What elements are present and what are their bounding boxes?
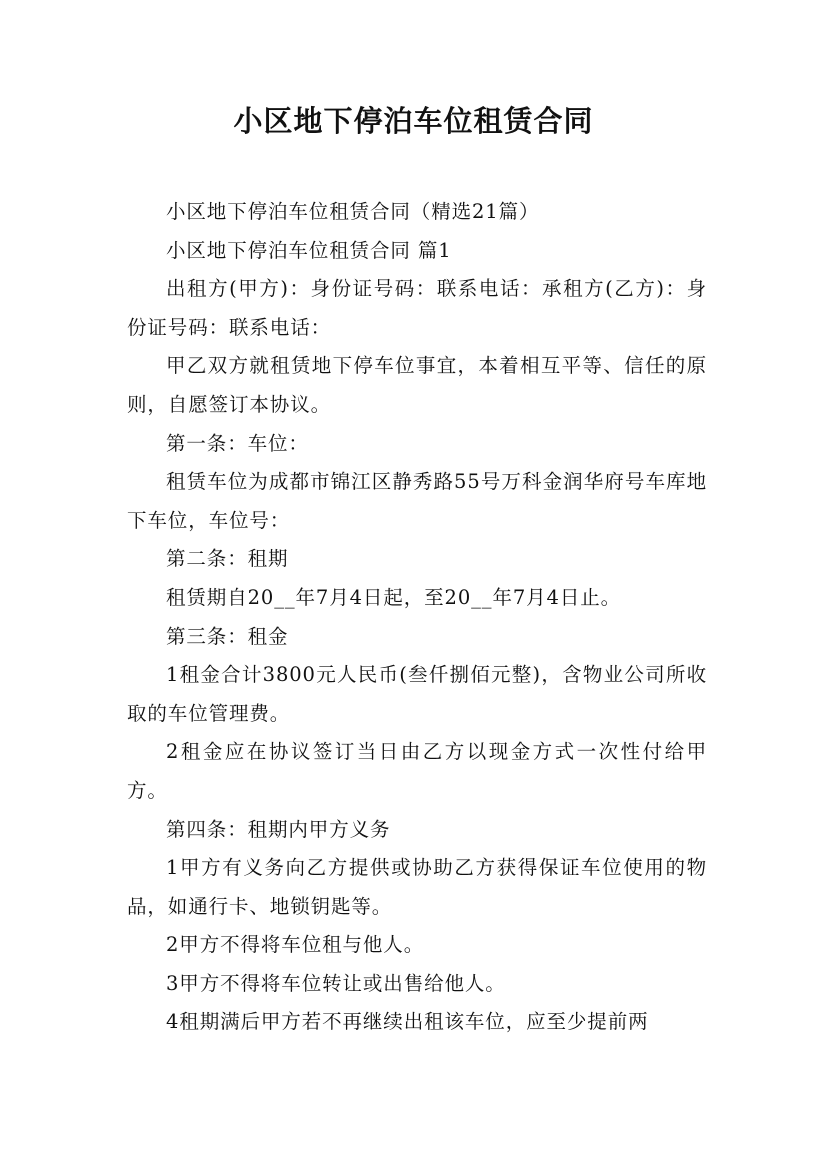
paragraph-article-2-body: 租赁期自20__年7月4日起，至20__年7月4日止。 <box>166 585 622 609</box>
paragraph-article-4-item-2: 2甲方不得将车位租与他人。 <box>166 933 425 957</box>
paragraph-article-3-item-2: 2租金应在协议签订当日由乙方以现金方式一次性付给甲方。 <box>127 740 707 802</box>
paragraph-article-4-item-3: 3甲方不得将车位转让或出售给他人。 <box>166 971 506 995</box>
paragraph-article-1-heading: 第一条：车位： <box>166 431 309 455</box>
paragraph-article-3-heading: 第三条：租金 <box>166 624 289 648</box>
document-body <box>127 193 707 1042</box>
paragraph-article-3-item-1: 1租金合计3800元人民币(叁仟捌佰元整)，含物业公司所收取的车位管理费。 <box>127 663 707 725</box>
paragraph-article-2-heading: 第二条：租期 <box>166 547 289 571</box>
paragraph-section-heading: 小区地下停泊车位租赁合同 篇1 <box>166 238 452 262</box>
paragraph-article-4-heading: 第四条：租期内甲方义务 <box>166 817 391 841</box>
paragraph-article-1-body: 租赁车位为成都市锦江区静秀路55号万科金润华府号车库地下车位，车位号： <box>127 470 707 532</box>
paragraph-article-4-item-4: 4租期满后甲方若不再继续出租该车位，应至少提前两 <box>166 1010 649 1034</box>
paragraph-article-4-item-1: 1甲方有义务向乙方提供或协助乙方获得保证车位使用的物品，如通行卡、地锁钥匙等。 <box>127 856 707 918</box>
paragraph-subtitle: 小区地下停泊车位租赁合同（精选21篇） <box>166 200 540 223</box>
document-title: 小区地下停泊车位租赁合同 <box>233 104 594 138</box>
paragraph-parties: 出租方(甲方)：身份证号码：联系电话：承租方(乙方)：身份证号码：联系电话： <box>127 277 707 339</box>
paragraph-preamble: 甲乙双方就租赁地下停车位事宜，本着相互平等、信任的原则，自愿签订本协议。 <box>127 354 707 416</box>
